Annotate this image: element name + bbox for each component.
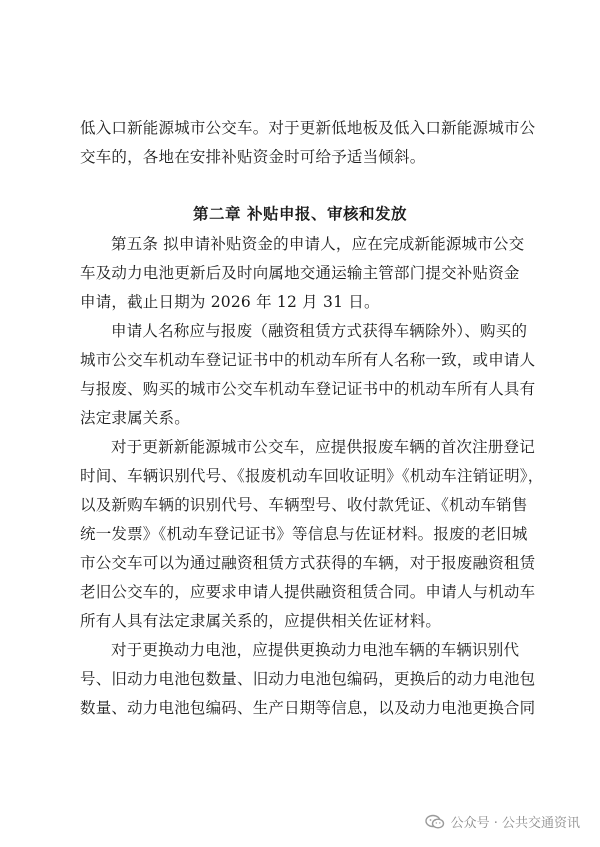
wechat-official-account-icon [425, 814, 445, 830]
text-line: 以及新购车辆的识别代号、车辆型号、收付款凭证、《机动车销售 [80, 496, 528, 514]
watermark [425, 812, 580, 831]
text-line: 低入口新能源城市公交车。对于更新低地板及低入口新能源城市公 [80, 119, 536, 137]
text-line: 老旧公交车的，应要求申请人提供融资租赁合同。申请人与机动车 [80, 583, 536, 601]
text-line: 车及动力电池更新后及时向属地交通运输主管部门提交补贴资金 [80, 264, 520, 282]
text-line: 数量、动力电池包编码、生产日期等信息，以及动力电池更换合同 [80, 699, 536, 717]
text-line: 统一发票》《机动车登记证书》等信息与佐证材料。报废的老旧城 [80, 525, 528, 543]
watermark-text: 公众号 · 公共交通资讯 [450, 816, 580, 831]
paragraph-first-line: 对于更新新能源城市公交车，应提供报废车辆的首次注册登记 [111, 438, 535, 456]
text-line: 市公交车可以为通过融资租赁方式获得的车辆，对于报废融资租赁 [80, 554, 536, 572]
text-line: 号、旧动力电池包数量、旧动力电池包编码，更换后的动力电池包 [80, 670, 536, 688]
text-line: 所有人具有法定隶属关系的，应提供相关佐证材料。 [80, 612, 442, 630]
paragraph-first-line: 申请人名称应与报废（融资租赁方式获得车辆除外）、购买的 [111, 322, 528, 340]
paragraph-first-line: 对于更换动力电池，应提供更换动力电池车辆的车辆识别代 [111, 641, 520, 659]
text-line: 城市公交车机动车登记证书中的机动车所有人名称一致，或申请人 [80, 351, 536, 369]
text-line: 交车的，各地在安排补贴资金时可给予适当倾斜。 [80, 148, 426, 166]
text-line: 时间、车辆识别代号、《报废机动车回收证明》《机动车注销证明》， [80, 467, 544, 485]
text-line: 申请，截止日期为 2026 年 12 月 31 日。 [80, 293, 380, 311]
text-line: 法定隶属关系。 [80, 409, 190, 427]
paragraph-first-line: 第五条 拟申请补贴资金的申请人，应在完成新能源城市公交 [111, 235, 525, 253]
text-line: 与报废、购买的城市公交车机动车登记证书中的机动车所有人具有 [80, 380, 536, 398]
chapter-heading: 第二章 补贴申报、审核和发放 [193, 205, 407, 223]
